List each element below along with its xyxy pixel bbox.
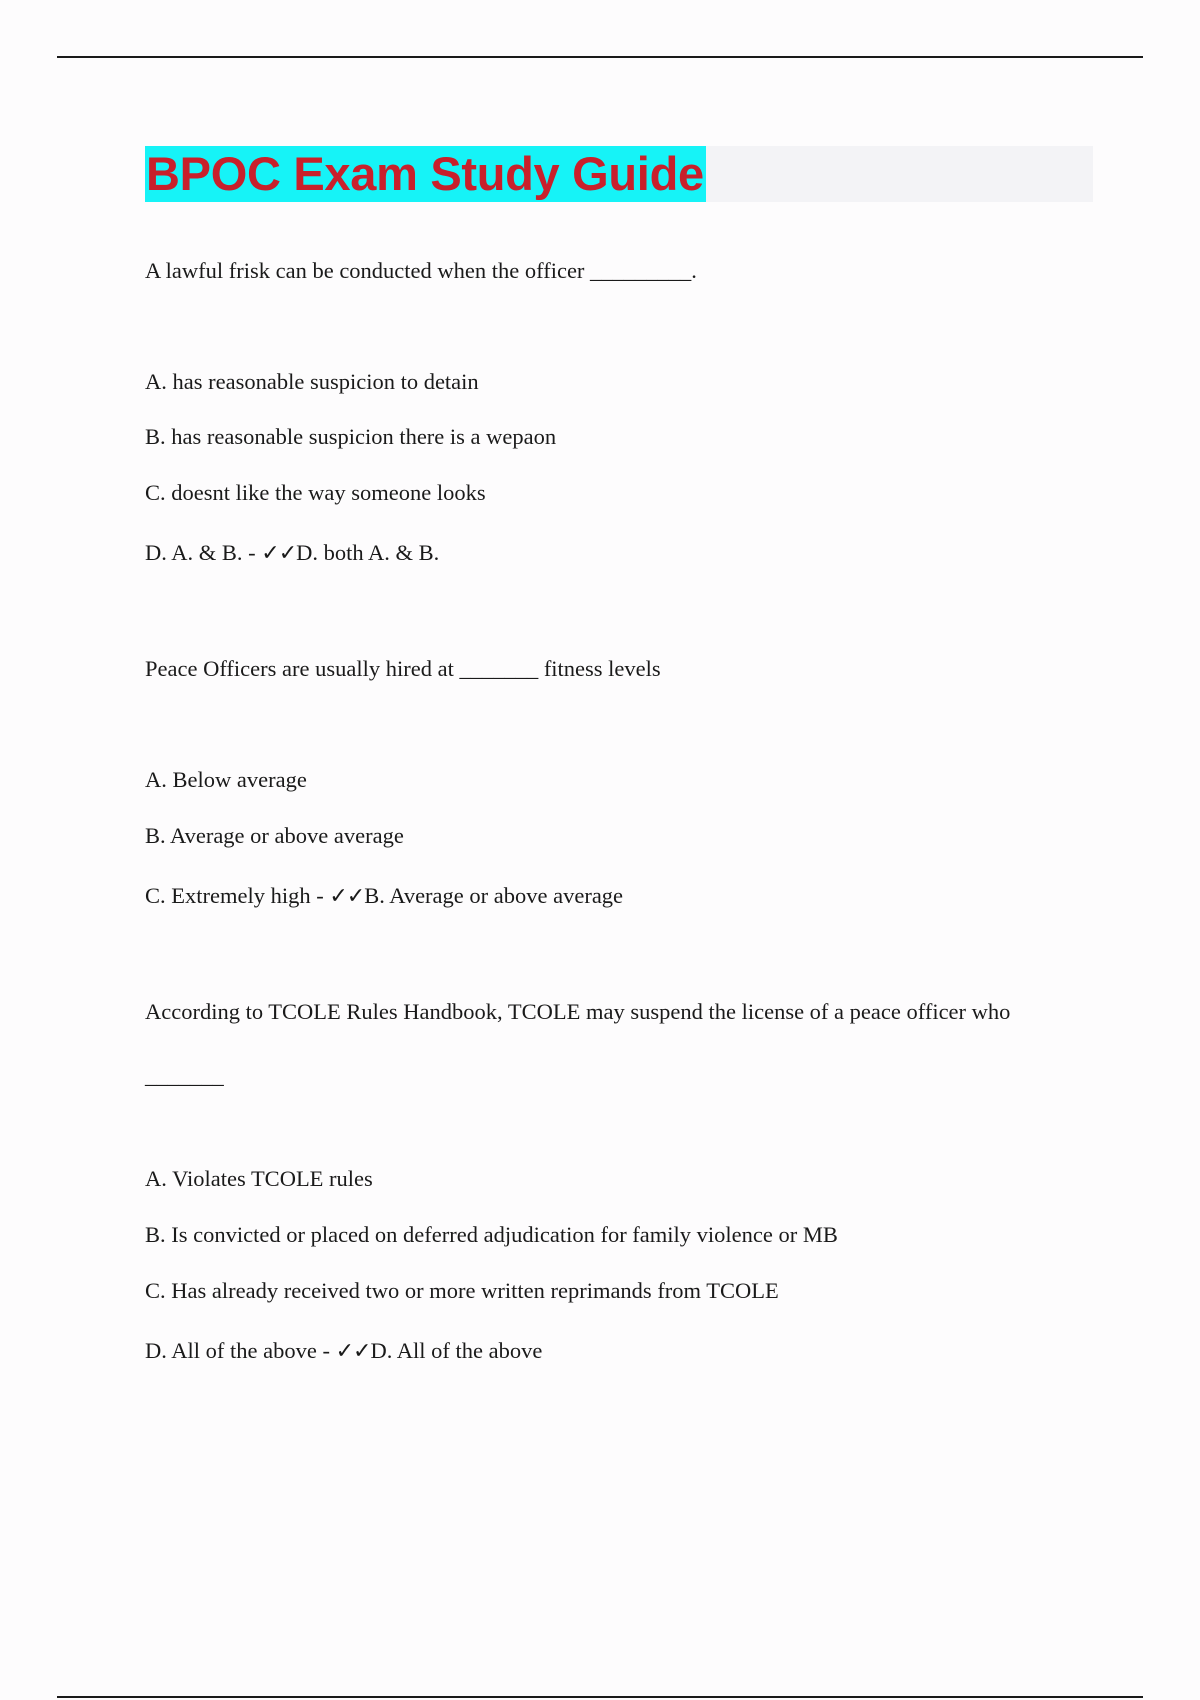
footer-rule [57,1696,1143,1698]
question-2-prompt: Peace Officers are usually hired at _______ fitness levels [145,656,661,681]
question-1-option-c: C. doesnt like the way someone looks [145,480,486,505]
question-3-option-b: B. Is convicted or placed on deferred adjudication for family violence or MB [145,1222,838,1247]
double-check-icon: ✓✓ [261,541,297,566]
document-title: BPOC Exam Study Guide [146,147,704,200]
question-2-option-b: B. Average or above average [145,823,404,848]
question-1-option-a: A. has reasonable suspicion to detain [145,369,479,394]
question-1-option-b: B. has reasonable suspicion there is a wepaon [145,424,557,449]
question-2-answer: B. Average or above average [364,883,624,908]
question-1-prompt: A lawful frisk can be conducted when the officer _________. [145,258,697,283]
question-3-option-c: C. Has already received two or more written reprimands from TCOLE [145,1278,779,1303]
question-3-option-d-with-answer [145,1336,542,1367]
header-rule [57,56,1143,58]
question-2-option-a: A. Below average [145,767,307,792]
question-3-prompt: According to TCOLE Rules Handbook, TCOLE may suspend the license of a peace officer who [145,999,1011,1024]
question-2-option-c: C. Extremely high - [145,883,330,908]
question-3-option-d: D. All of the above - [145,1338,336,1363]
question-3-answer: D. All of the above [370,1338,543,1363]
question-3-option-a: A. Violates TCOLE rules [145,1166,373,1191]
question-1-option-d-with-answer [145,538,439,569]
double-check-icon: ✓✓ [329,884,365,909]
question-1-answer: D. both A. & B. [296,540,440,565]
question-3-prompt-blank: _______ [145,1063,224,1088]
question-2-option-c-with-answer [145,881,623,912]
question-1-option-d: D. A. & B. - [145,540,262,565]
double-check-icon: ✓✓ [335,1339,371,1364]
